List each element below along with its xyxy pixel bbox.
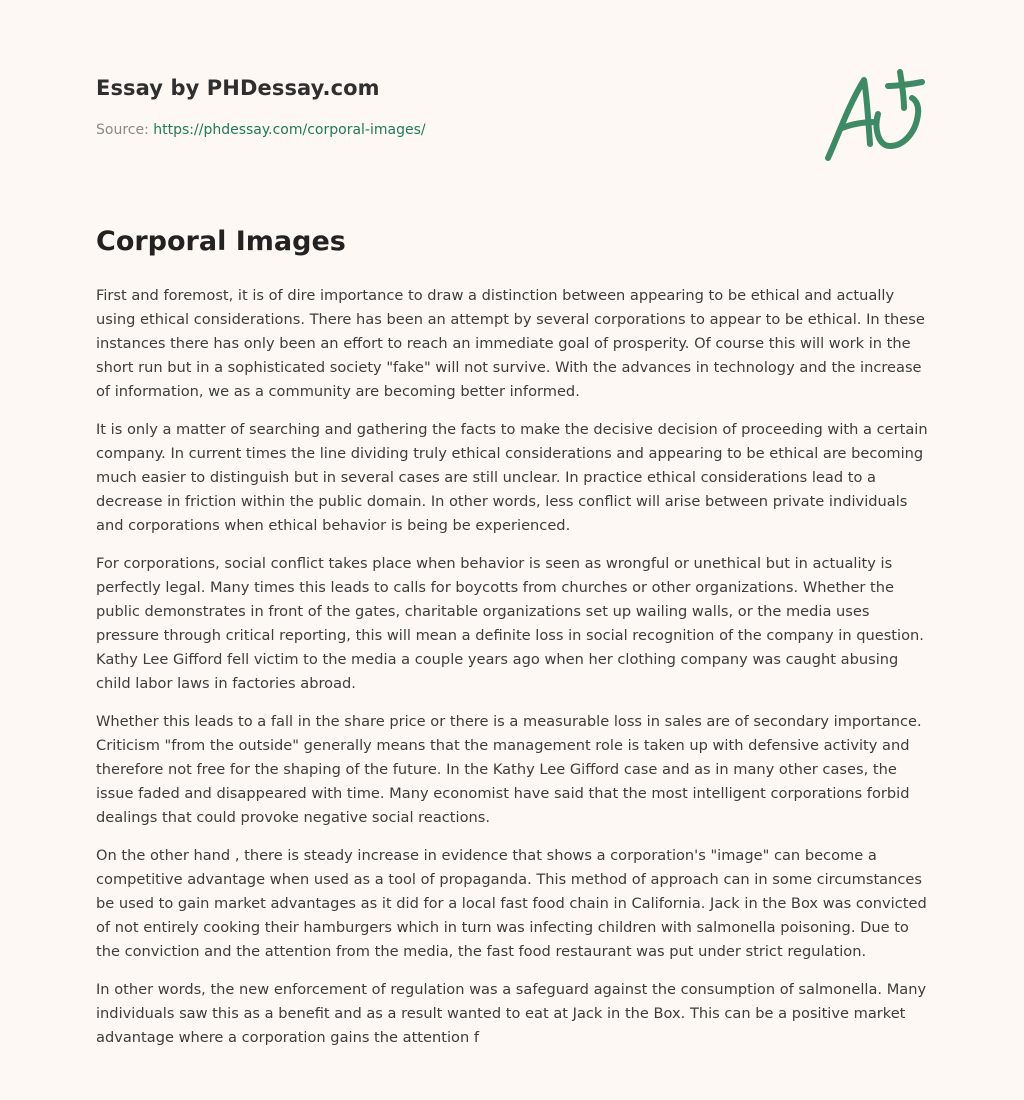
source-line (96, 122, 696, 138)
a-plus-logo-icon (818, 66, 930, 166)
brand-title: Essay by PHDessay.com (96, 76, 380, 100)
paragraph: For corporations, social conflict takes place when behavior is seen as wrongful or unethical but in actuality is perfectly legal. Many times this leads to calls for boycotts from churches or other organizations. Whether the public demonstrates in front of the gates, charitable organizations set up wailing walls, or the media uses pressure through critical reporting, this will mean a definite loss in social recognition of the company in question. Kathy Lee Gifford fell victim to the media a couple years ago when her clothing company was caught abusing child labor laws in factories abroad. (96, 555, 924, 692)
source-label: Source: (96, 122, 149, 138)
paragraph: In other words, the new enforcement of regulation was a safeguard against the consumption of salmonella. Many individuals saw this as a benefit and as a result wanted to eat at Jack in the Box. This can be a positive market advantage where a corporation gains the attention f (96, 981, 927, 1046)
source-link[interactable]: https://phdessay.com/corporal-images/ (153, 122, 426, 138)
paragraph: It is only a matter of searching and gathering the facts to make the decisive decision of proceeding with a certain company. In current times the line dividing truly ethical considerations and appearing to be ethical are becoming much easier to distinguish but in several cases are still unclear. In practice ethical considerations lead to a decrease in friction within the public domain. In other words, less conflict will arise between private individuals and corporations when ethical behavior is being be experienced. (96, 421, 928, 534)
site-header (96, 76, 696, 138)
paragraph: Whether this leads to a fall in the share price or there is a measurable loss in sales are of secondary importance. Criticism "from the outside" generally means that the management role is taken up with defensive activity and therefore not free for the shaping of the future. In the Kathy Lee Gifford case and as in many other cases, the issue faded and disappeared with time. Many economist have said that the most intelligent corporations forbid dealings that could provoke negative social reactions. (96, 713, 922, 826)
essay-title: Corporal Images (96, 226, 346, 257)
paragraph: First and foremost, it is of dire importance to draw a distinction between appearing to be ethical and actually using ethical considerations. There has been an attempt by several corporations to appear to be ethical. In these instances there has only been an effort to reach an immediate goal of prosperity. Of course this will work in the short run but in a sophisticated society "fake" will not survive. With the advances in technology and the increase of information, we as a community are becoming better informed. (96, 287, 925, 400)
essay-body (96, 284, 928, 1064)
paragraph: On the other hand , there is steady increase in evidence that shows a corporation's "image" can become a competitive advantage when used as a tool of propaganda. This method of approach can in some circumstances be used to gain market advantages as it did for a local fast food chain in California. Jack in the Box was convicted of not entirely cooking their hamburgers which in turn was infecting children with salmonella poisoning. Due to the conviction and the attention from the media, the fast food restaurant was put under strict regulation. (96, 847, 927, 960)
